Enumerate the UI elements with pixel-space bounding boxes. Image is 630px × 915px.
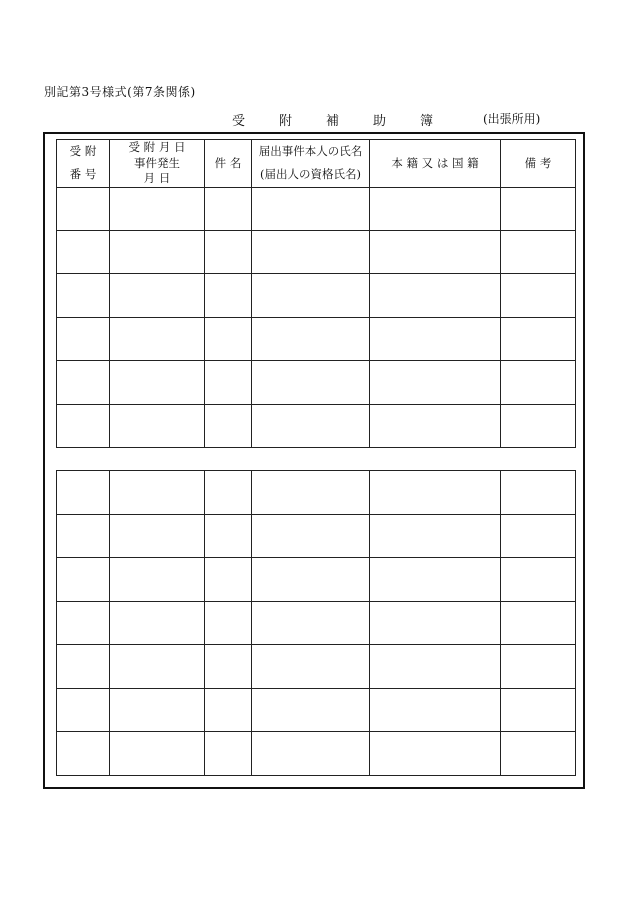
header-receipt-number-line2: 番 号: [69, 167, 97, 182]
cell-person-name[interactable]: [252, 317, 370, 360]
document-subtitle: (出張所用): [483, 112, 541, 126]
header-receipt-date-line2: 事件発生: [134, 155, 180, 170]
cell-receipt-date[interactable]: [110, 404, 205, 447]
cell-remarks[interactable]: [501, 404, 576, 447]
cell-receipt-date[interactable]: [110, 187, 205, 230]
cell-person-name[interactable]: [252, 187, 370, 230]
header-receipt-date-line3: 月 日: [143, 171, 171, 186]
cell-receipt-date[interactable]: [110, 514, 205, 558]
cell-receipt-date[interactable]: [110, 274, 205, 317]
cell-person-name[interactable]: [252, 558, 370, 602]
table-row: [57, 317, 576, 360]
cell-subject[interactable]: [205, 317, 252, 360]
cell-person-name[interactable]: [252, 274, 370, 317]
cell-receipt-number[interactable]: [57, 471, 110, 515]
cell-person-name[interactable]: [252, 732, 370, 776]
table-row: [57, 601, 576, 645]
cell-domicile[interactable]: [370, 732, 501, 776]
cell-domicile[interactable]: [370, 361, 501, 404]
cell-receipt-number[interactable]: [57, 317, 110, 360]
cell-receipt-number[interactable]: [57, 558, 110, 602]
cell-remarks[interactable]: [501, 645, 576, 689]
cell-domicile[interactable]: [370, 317, 501, 360]
cell-subject[interactable]: [205, 601, 252, 645]
table-row: [57, 187, 576, 230]
cell-subject[interactable]: [205, 274, 252, 317]
cell-receipt-number[interactable]: [57, 404, 110, 447]
cell-remarks[interactable]: [501, 187, 576, 230]
cell-receipt-date[interactable]: [110, 361, 205, 404]
cell-domicile[interactable]: [370, 471, 501, 515]
cell-domicile[interactable]: [370, 404, 501, 447]
header-subject: 件 名: [205, 140, 252, 188]
cell-domicile[interactable]: [370, 230, 501, 273]
cell-subject[interactable]: [205, 471, 252, 515]
cell-remarks[interactable]: [501, 601, 576, 645]
cell-receipt-number[interactable]: [57, 601, 110, 645]
cell-person-name[interactable]: [252, 688, 370, 732]
cell-receipt-date[interactable]: [110, 230, 205, 273]
header-row: [57, 140, 576, 188]
table-row: [57, 471, 576, 515]
cell-remarks[interactable]: [501, 514, 576, 558]
table-row: [57, 404, 576, 447]
header-person-name: [252, 140, 370, 188]
cell-receipt-date[interactable]: [110, 471, 205, 515]
header-receipt-date-line1: 受 附 月 日: [128, 140, 186, 154]
table-row: [57, 558, 576, 602]
cell-subject[interactable]: [205, 514, 252, 558]
cell-remarks[interactable]: [501, 317, 576, 360]
form-label: 別記第3号様式(第7条関係): [44, 85, 196, 99]
cell-receipt-number[interactable]: [57, 514, 110, 558]
cell-receipt-date[interactable]: [110, 645, 205, 689]
header-person-name-line1: 届出事件本人の氏名: [258, 143, 363, 158]
cell-receipt-number[interactable]: [57, 732, 110, 776]
cell-receipt-date[interactable]: [110, 558, 205, 602]
cell-remarks[interactable]: [501, 361, 576, 404]
cell-subject[interactable]: [205, 230, 252, 273]
cell-subject[interactable]: [205, 361, 252, 404]
table-row: [57, 274, 576, 317]
cell-receipt-number[interactable]: [57, 361, 110, 404]
header-person-name-line2: (届出人の資格氏名): [260, 167, 361, 182]
header-receipt-date: [110, 140, 205, 188]
cell-domicile[interactable]: [370, 688, 501, 732]
cell-subject[interactable]: [205, 558, 252, 602]
cell-domicile[interactable]: [370, 645, 501, 689]
cell-person-name[interactable]: [252, 404, 370, 447]
table-row: [57, 230, 576, 273]
cell-remarks[interactable]: [501, 688, 576, 732]
table-row: [57, 361, 576, 404]
header-receipt-number-line1: 受 附: [69, 143, 97, 158]
cell-subject[interactable]: [205, 404, 252, 447]
cell-remarks[interactable]: [501, 230, 576, 273]
cell-person-name[interactable]: [252, 230, 370, 273]
cell-person-name[interactable]: [252, 471, 370, 515]
header-domicile: 本 籍 又 は 国 籍: [370, 140, 501, 188]
cell-receipt-number[interactable]: [57, 230, 110, 273]
cell-remarks[interactable]: [501, 732, 576, 776]
cell-person-name[interactable]: [252, 514, 370, 558]
cell-receipt-number[interactable]: [57, 645, 110, 689]
table-row: [57, 688, 576, 732]
cell-domicile[interactable]: [370, 187, 501, 230]
cell-receipt-date[interactable]: [110, 732, 205, 776]
cell-receipt-number[interactable]: [57, 187, 110, 230]
table-row: [57, 732, 576, 776]
cell-remarks[interactable]: [501, 274, 576, 317]
cell-subject[interactable]: [205, 688, 252, 732]
cell-person-name[interactable]: [252, 601, 370, 645]
cell-receipt-number[interactable]: [57, 688, 110, 732]
cell-domicile[interactable]: [370, 514, 501, 558]
cell-person-name[interactable]: [252, 645, 370, 689]
table-row: [57, 514, 576, 558]
cell-domicile[interactable]: [370, 274, 501, 317]
cell-receipt-date[interactable]: [110, 317, 205, 360]
document-title: 受附補助簿: [232, 114, 468, 129]
register-table-bottom: [56, 470, 576, 776]
cell-domicile[interactable]: [370, 601, 501, 645]
register-table-top: [56, 139, 576, 448]
cell-receipt-date[interactable]: [110, 601, 205, 645]
cell-subject[interactable]: [205, 732, 252, 776]
cell-subject[interactable]: [205, 187, 252, 230]
cell-subject[interactable]: [205, 645, 252, 689]
cell-remarks[interactable]: [501, 471, 576, 515]
cell-remarks[interactable]: [501, 558, 576, 602]
cell-receipt-date[interactable]: [110, 688, 205, 732]
cell-person-name[interactable]: [252, 361, 370, 404]
table-row: [57, 645, 576, 689]
header-receipt-number: [57, 140, 110, 188]
header-remarks: 備 考: [501, 140, 576, 188]
cell-domicile[interactable]: [370, 558, 501, 602]
cell-receipt-number[interactable]: [57, 274, 110, 317]
